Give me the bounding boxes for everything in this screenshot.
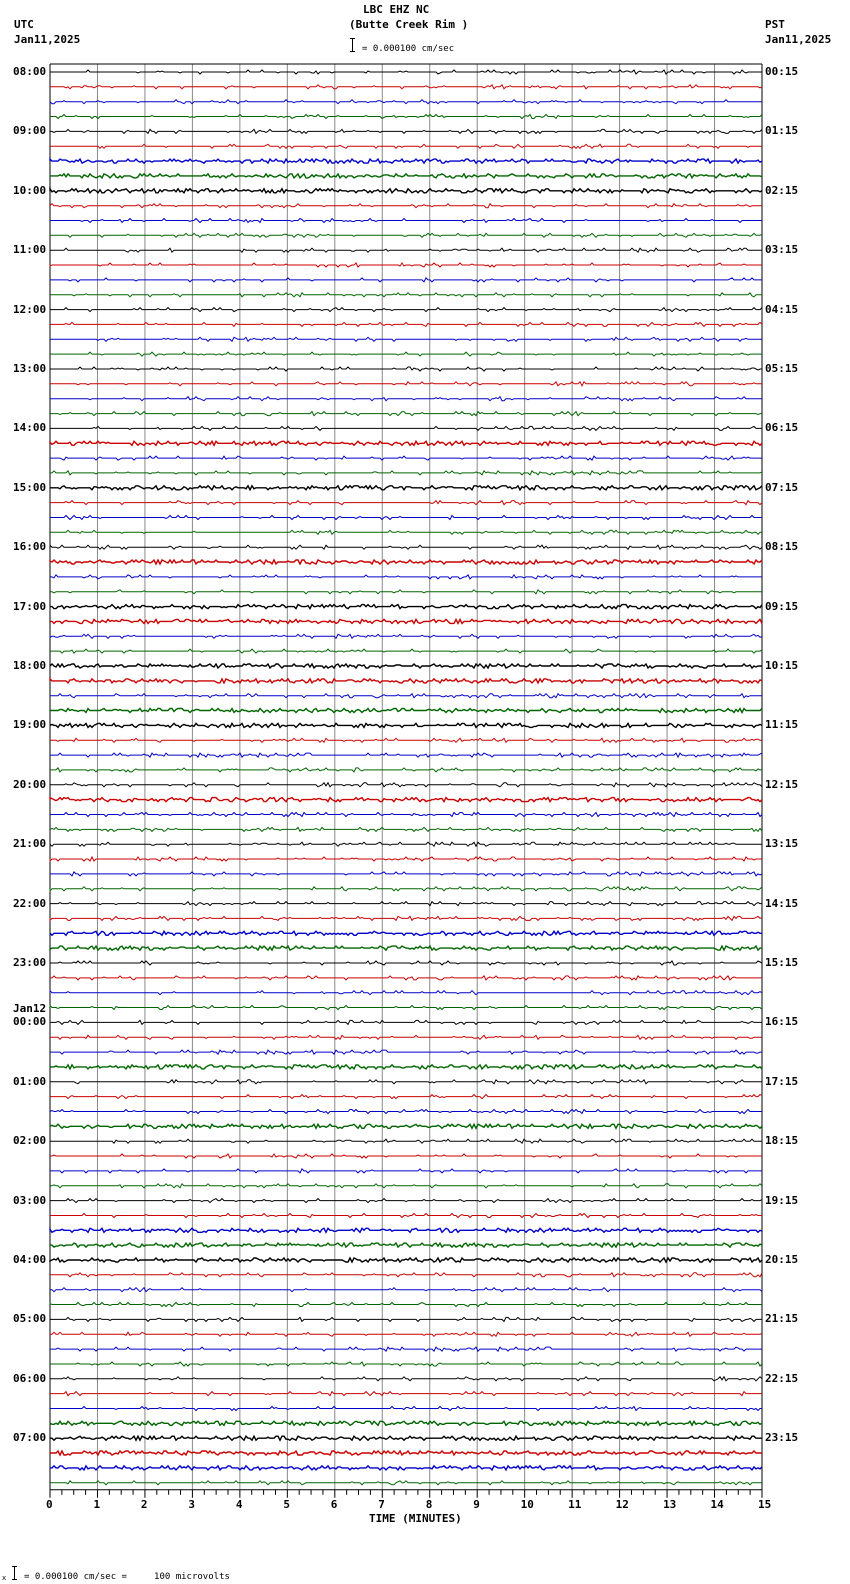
trace-42 — [50, 679, 762, 683]
trace-3 — [50, 100, 762, 104]
trace-68 — [50, 1065, 762, 1069]
trace-10 — [50, 204, 762, 208]
trace-21 — [50, 367, 762, 371]
pst-hour-label: 20:15 — [765, 1253, 799, 1266]
trace-16 — [50, 293, 762, 297]
trace-57 — [50, 902, 762, 906]
trace-87 — [50, 1347, 762, 1351]
x-tick-label: 5 — [283, 1497, 290, 1511]
pst-hour-label: 18:15 — [765, 1134, 799, 1148]
trace-49 — [50, 783, 762, 787]
utc-hour-label: 05:00 — [13, 1312, 47, 1326]
trace-9 — [50, 189, 762, 193]
utc-hour-label: 07:00 — [13, 1431, 47, 1445]
trace-84 — [50, 1303, 762, 1307]
trace-85 — [50, 1317, 762, 1321]
pst-hour-label: 03:15 — [765, 243, 799, 257]
trace-64 — [50, 1006, 762, 1010]
trace-61 — [50, 961, 762, 965]
utc-hour-label: 12:00 — [13, 302, 47, 316]
pst-hour-label: 13:15 — [765, 837, 799, 851]
pst-hour-label: 22:15 — [765, 1371, 799, 1385]
trace-31 — [50, 516, 762, 520]
x-tick-label: 14 — [710, 1497, 724, 1511]
trace-2 — [50, 85, 762, 89]
x-tick-label: 8 — [425, 1497, 433, 1511]
trace-77 — [50, 1199, 762, 1203]
utc-hour-label: 02:00 — [13, 1134, 47, 1148]
trace-69 — [50, 1080, 762, 1084]
trace-39 — [50, 634, 762, 638]
trace-94 — [50, 1451, 762, 1455]
trace-45 — [50, 723, 762, 727]
utc-hour-label: 14:00 — [13, 421, 47, 435]
x-tick-label: 9 — [473, 1497, 480, 1511]
trace-78 — [50, 1214, 762, 1218]
trace-66 — [50, 1035, 762, 1039]
utc-hour-label: 21:00 — [13, 837, 47, 851]
utc-hour-label: 03:00 — [13, 1193, 47, 1207]
trace-50 — [50, 798, 762, 802]
x-tick-label: 11 — [568, 1497, 582, 1511]
trace-5 — [50, 129, 762, 133]
trace-32 — [50, 530, 762, 534]
trace-56 — [50, 887, 762, 891]
trace-24 — [50, 412, 762, 416]
pst-hour-label: 02:15 — [765, 183, 799, 197]
trace-25 — [50, 426, 762, 430]
utc-date: Jan11,2025 — [14, 33, 81, 46]
pst-hour-label: 00:15 — [765, 65, 799, 78]
trace-93 — [50, 1436, 762, 1440]
trace-89 — [50, 1377, 762, 1381]
trace-17 — [50, 308, 762, 312]
pst-hour-label: 15:15 — [765, 956, 799, 969]
trace-82 — [50, 1273, 762, 1277]
utc-hour-label: 11:00 — [13, 243, 47, 257]
trace-20 — [50, 352, 762, 356]
pst-hour-label: 23:15 — [765, 1431, 799, 1445]
trace-71 — [50, 1110, 762, 1114]
pst-hour-label: 01:15 — [765, 124, 799, 138]
trace-23 — [50, 397, 762, 401]
trace-92 — [50, 1421, 762, 1425]
trace-73 — [50, 1139, 762, 1143]
utc-hour-label: 01:00 — [13, 1074, 47, 1088]
station-title: LBC EHZ NC — [363, 3, 430, 16]
x-tick-label: 1 — [93, 1497, 101, 1511]
trace-54 — [50, 857, 762, 861]
pst-hour-label: 19:15 — [765, 1193, 799, 1207]
trace-15 — [50, 278, 762, 282]
trace-47 — [50, 753, 762, 757]
utc-label: UTC — [14, 18, 34, 31]
trace-38 — [50, 619, 762, 623]
trace-75 — [50, 1169, 762, 1173]
trace-59 — [50, 931, 762, 935]
trace-1 — [50, 70, 762, 74]
pst-hour-label: 14:15 — [765, 896, 799, 910]
pst-hour-label: 12:15 — [765, 777, 799, 791]
trace-62 — [50, 976, 762, 980]
utc-hour-label: 18:00 — [13, 659, 47, 672]
trace-30 — [50, 501, 762, 505]
utc-hour-label: 19:00 — [13, 718, 47, 732]
x-tick-label: 7 — [378, 1497, 385, 1511]
x-tick-label: 12 — [615, 1497, 629, 1511]
trace-67 — [50, 1050, 762, 1054]
trace-96 — [50, 1481, 762, 1485]
pst-hour-label: 06:15 — [765, 421, 799, 435]
x-tick-label: 3 — [188, 1497, 196, 1511]
trace-88 — [50, 1362, 762, 1366]
trace-65 — [50, 1020, 762, 1024]
footer-marker: x — [2, 1574, 7, 1582]
x-tick-label: 0 — [46, 1497, 53, 1511]
pst-hour-label: 05:15 — [765, 362, 799, 375]
trace-22 — [50, 382, 762, 386]
utc-hour-label: 10:00 — [13, 183, 47, 197]
trace-8 — [50, 174, 762, 178]
trace-91 — [50, 1407, 762, 1411]
footer-scale-text: = 0.000100 cm/sec = 100 microvolts — [24, 1572, 230, 1582]
trace-12 — [50, 233, 762, 237]
pst-label: PST — [765, 18, 785, 31]
trace-95 — [50, 1466, 762, 1470]
utc-date-change-label: Jan12 — [13, 1002, 47, 1016]
trace-41 — [50, 664, 762, 668]
trace-55 — [50, 872, 762, 876]
trace-63 — [50, 991, 762, 995]
trace-26 — [50, 441, 762, 445]
trace-6 — [50, 144, 762, 148]
trace-4 — [50, 115, 762, 119]
trace-86 — [50, 1332, 762, 1336]
trace-51 — [50, 813, 762, 817]
utc-hour-label: 15:00 — [13, 480, 47, 494]
utc-hour-label: 23:00 — [13, 956, 47, 969]
trace-36 — [50, 590, 762, 594]
site-name: (Butte Creek Rim ) — [349, 18, 469, 31]
utc-hour-label: 06:00 — [13, 1371, 47, 1385]
utc-hour-label: 17:00 — [13, 599, 47, 613]
utc-hour-label: 13:00 — [13, 362, 47, 375]
x-tick-label: 13 — [663, 1497, 677, 1511]
trace-13 — [50, 248, 762, 252]
trace-46 — [50, 738, 762, 742]
utc-hour-label: 09:00 — [13, 124, 47, 138]
trace-33 — [50, 545, 762, 549]
trace-37 — [50, 605, 762, 609]
pst-hour-label: 11:15 — [765, 718, 799, 732]
pst-hour-label: 08:15 — [765, 540, 799, 554]
x-axis-title: TIME (MINUTES) — [369, 1512, 462, 1525]
trace-48 — [50, 768, 762, 772]
trace-7 — [50, 159, 762, 163]
trace-76 — [50, 1184, 762, 1188]
pst-hour-label: 09:15 — [765, 599, 799, 613]
x-tick-label: 10 — [520, 1497, 534, 1511]
footer-scale-bar-icon — [12, 1566, 17, 1580]
trace-18 — [50, 322, 762, 326]
utc-hour-label: 04:00 — [13, 1253, 47, 1266]
trace-60 — [50, 946, 762, 950]
utc-hour-label: 20:00 — [13, 777, 47, 791]
trace-14 — [50, 263, 762, 267]
x-tick-label: 15 — [758, 1497, 772, 1511]
pst-hour-label: 07:15 — [765, 480, 799, 494]
trace-11 — [50, 219, 762, 223]
utc-hour-label: 22:00 — [13, 896, 47, 910]
pst-hour-label: 21:15 — [765, 1312, 799, 1326]
trace-40 — [50, 649, 762, 653]
trace-52 — [50, 827, 762, 831]
x-tick-label: 2 — [140, 1497, 148, 1511]
trace-43 — [50, 694, 762, 698]
utc-hour-label: 08:00 — [13, 65, 47, 78]
trace-34 — [50, 560, 762, 564]
trace-70 — [50, 1095, 762, 1099]
pst-hour-label: 10:15 — [765, 659, 799, 672]
trace-74 — [50, 1154, 762, 1158]
trace-53 — [50, 842, 762, 846]
trace-90 — [50, 1392, 762, 1396]
trace-44 — [50, 709, 762, 713]
x-tick-label: 6 — [330, 1497, 338, 1511]
pst-date: Jan11,2025 — [765, 33, 832, 46]
trace-35 — [50, 575, 762, 579]
trace-72 — [50, 1124, 762, 1128]
trace-58 — [50, 916, 762, 920]
trace-19 — [50, 337, 762, 341]
pst-hour-label: 17:15 — [765, 1074, 799, 1088]
utc-hour-label: 16:00 — [13, 540, 47, 554]
scale-text: = 0.000100 cm/sec — [362, 44, 455, 54]
pst-hour-label: 16:15 — [765, 1015, 799, 1029]
trace-83 — [50, 1288, 762, 1292]
trace-28 — [50, 471, 762, 475]
trace-81 — [50, 1258, 762, 1262]
trace-29 — [50, 486, 762, 490]
pst-hour-label: 04:15 — [765, 302, 799, 316]
trace-27 — [50, 456, 762, 460]
x-tick-label: 4 — [235, 1497, 243, 1511]
trace-79 — [50, 1228, 762, 1232]
utc-hour-label: 00:00 — [13, 1015, 47, 1029]
trace-80 — [50, 1243, 762, 1247]
